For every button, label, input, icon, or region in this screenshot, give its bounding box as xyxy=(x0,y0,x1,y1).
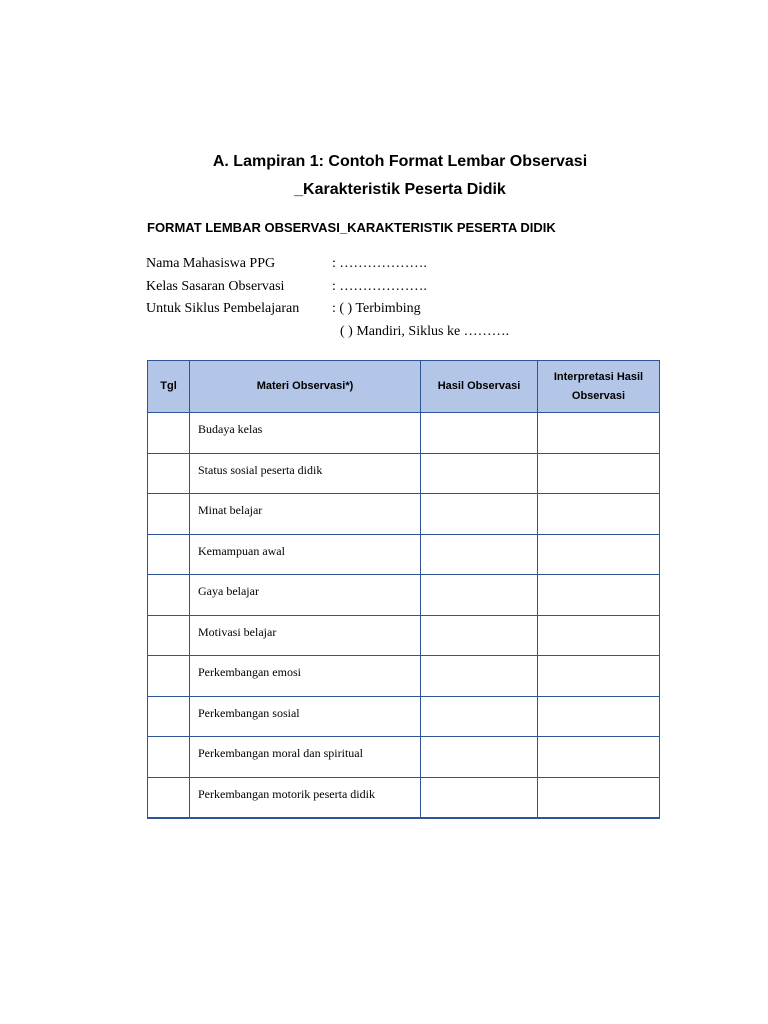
kelas-value: : ………………. xyxy=(332,279,427,294)
cell-materi: Status sosial peserta didik xyxy=(190,453,421,494)
cell-materi: Perkembangan motorik peserta didik xyxy=(190,777,421,818)
cell-interpretasi xyxy=(538,777,660,818)
cell-interpretasi xyxy=(538,656,660,697)
name-label: Nama Mahasiswa PPG xyxy=(146,256,276,271)
cell-tgl xyxy=(148,737,190,778)
cell-tgl xyxy=(148,413,190,454)
cell-materi: Kemampuan awal xyxy=(190,534,421,575)
heading-line-1: A. Lampiran 1: Contoh Format Lembar Observasi xyxy=(212,153,588,170)
table-row xyxy=(148,777,660,818)
table-row xyxy=(148,696,660,737)
header-hasil: Hasil Observasi xyxy=(421,361,538,413)
cell-materi: Gaya belajar xyxy=(190,575,421,616)
cell-interpretasi xyxy=(538,615,660,656)
table-row xyxy=(148,656,660,697)
cell-materi: Perkembangan sosial xyxy=(190,696,421,737)
siklus-option-mandiri: ( ) Mandiri, Siklus ke ………. xyxy=(340,324,510,339)
cell-hasil xyxy=(421,494,538,535)
cell-interpretasi xyxy=(538,534,660,575)
table-row xyxy=(148,575,660,616)
table-header-row xyxy=(148,361,660,413)
cell-tgl xyxy=(148,453,190,494)
cell-tgl xyxy=(148,696,190,737)
cell-materi: Perkembangan moral dan spiritual xyxy=(190,737,421,778)
cell-materi: Motivasi belajar xyxy=(190,615,421,656)
cell-interpretasi xyxy=(538,413,660,454)
cell-interpretasi xyxy=(538,494,660,535)
cell-interpretasi xyxy=(538,696,660,737)
cell-hasil xyxy=(421,575,538,616)
cell-materi: Minat belajar xyxy=(190,494,421,535)
cell-tgl xyxy=(148,494,190,535)
table-row xyxy=(148,453,660,494)
cell-tgl xyxy=(148,575,190,616)
cell-materi: Budaya kelas xyxy=(190,413,421,454)
cell-materi: Perkembangan emosi xyxy=(190,656,421,697)
cell-hasil xyxy=(421,777,538,818)
table-row xyxy=(148,737,660,778)
header-interpretasi xyxy=(538,361,660,413)
cell-hasil xyxy=(421,413,538,454)
header-interpretasi-line-2: Observasi xyxy=(571,389,626,402)
cell-hasil xyxy=(421,534,538,575)
table-row xyxy=(148,615,660,656)
table-row xyxy=(148,413,660,454)
header-interpretasi-line-1: Interpretasi Hasil xyxy=(553,370,644,383)
cell-tgl xyxy=(148,777,190,818)
cell-interpretasi xyxy=(538,575,660,616)
cell-interpretasi xyxy=(538,737,660,778)
heading-line-2: _Karakteristik Peserta Didik xyxy=(294,181,506,198)
section-title: FORMAT LEMBAR OBSERVASI_KARAKTERISTIK PESERTA DIDIK xyxy=(147,220,556,235)
kelas-label: Kelas Sasaran Observasi xyxy=(146,279,285,294)
siklus-label: Untuk Siklus Pembelajaran xyxy=(146,301,300,316)
cell-hasil xyxy=(421,615,538,656)
header-tgl: Tgl xyxy=(148,361,190,413)
header-materi: Materi Observasi*) xyxy=(190,361,421,413)
siklus-option-terbimbing: : ( ) Terbimbing xyxy=(332,301,421,316)
cell-hasil xyxy=(421,737,538,778)
cell-hasil xyxy=(421,453,538,494)
observation-table xyxy=(147,360,660,819)
cell-interpretasi xyxy=(538,453,660,494)
cell-hasil xyxy=(421,656,538,697)
cell-tgl xyxy=(148,615,190,656)
cell-tgl xyxy=(148,534,190,575)
cell-hasil xyxy=(421,696,538,737)
name-value: : ………………. xyxy=(332,256,427,271)
cell-tgl xyxy=(148,656,190,697)
table-row xyxy=(148,494,660,535)
table-row xyxy=(148,534,660,575)
